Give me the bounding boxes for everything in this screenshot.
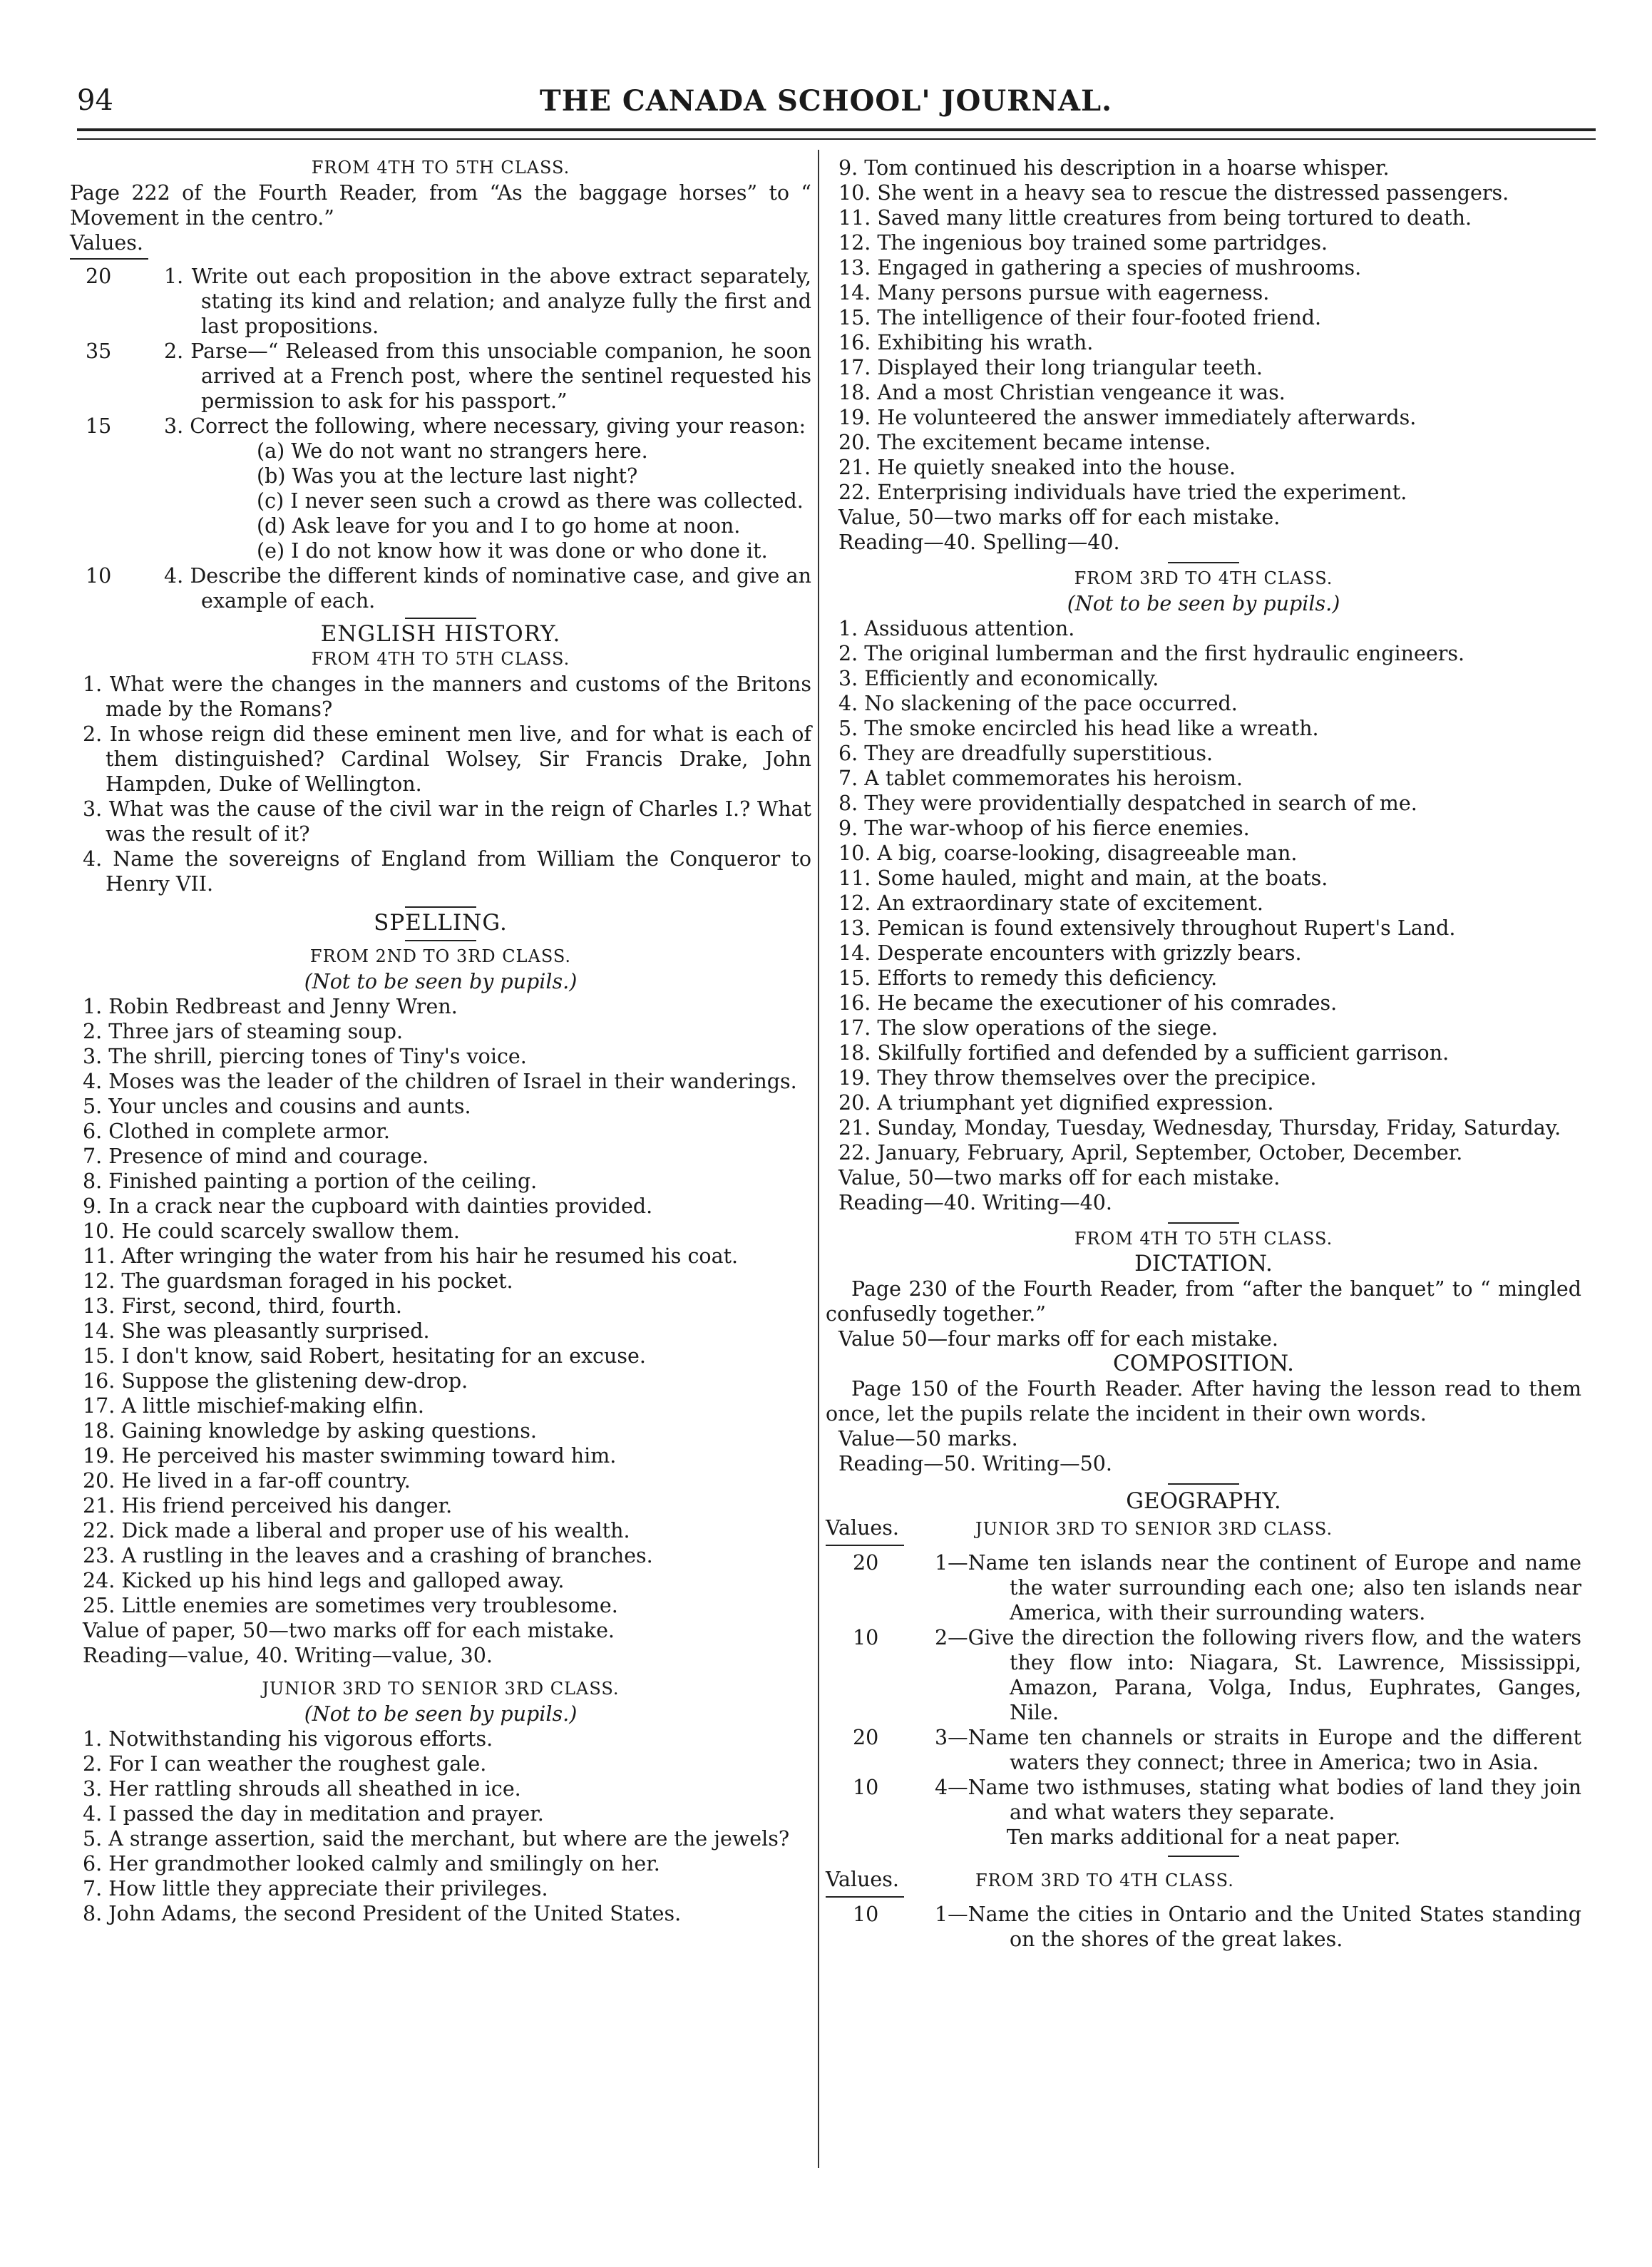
list-item: 22. January, February, April, September, October, December. [838, 1141, 1463, 1165]
list-item: 1. Robin Redbreast and Jenny Wren. [83, 995, 458, 1018]
list-item: 17. A little mischief-making elfin. [83, 1394, 424, 1418]
question-value: 10 [86, 564, 112, 588]
question-text: 3—Name ten channels or straits in Europe and the different waters they connect; three in America; two in Asia. [935, 1726, 1581, 1774]
value-line: Value, 50—two marks off for each mistake. [838, 506, 1281, 529]
section-heading: ENGLISH HISTORY. [320, 621, 561, 647]
correction-item: (d) Ask leave for you and I to go home at noon. [257, 514, 741, 538]
list-item: 5. Your uncles and cousins and aunts. [83, 1095, 471, 1118]
list-item: 21. His friend perceived his danger. [83, 1494, 453, 1518]
section-note: (Not to be seen by pupils.) [304, 1702, 578, 1726]
list-item: 8. They were providentially despatched in search of me. [838, 792, 1417, 815]
values-label: Values. [70, 231, 143, 255]
list-item: 18. And a most Christian vengeance it was. [838, 381, 1286, 404]
values-rule [70, 258, 148, 260]
list-item: 12. The ingenious boy trained some partridges. [838, 231, 1328, 255]
values-rule [826, 1545, 904, 1546]
list-item: 7. Presence of mind and courage. [83, 1145, 429, 1168]
list-item: 10. A big, coarse-looking, disagreeable man. [838, 841, 1298, 865]
list-item: 19. He perceived his master swimming toward him. [83, 1444, 617, 1468]
list-item: 17. Displayed their long triangular teeth. [838, 356, 1263, 379]
values-header [826, 1515, 1581, 1542]
list-item: 11. Saved many little creatures from being tortured to death. [838, 206, 1472, 230]
list-item: 16. Exhibiting his wrath. [838, 331, 1094, 354]
question-text: 2. Parse—“ Released from this unsociable companion, he soon arrived at a French post, where the sentinel requested his permission to ask for his passport.” [164, 339, 811, 413]
spelling-list [70, 994, 811, 1618]
reading-line: Reading—value, 40. Writing—value, 30. [83, 1644, 493, 1667]
list-item: 25. Little enemies are sometimes very troublesome. [83, 1594, 618, 1617]
question-row [826, 1902, 1581, 1952]
list-item: 8. John Adams, the second President of the United States. [83, 1902, 682, 1925]
reading-line: Reading—40. Writing—40. [838, 1191, 1112, 1214]
list-item: 3. The shrill, piercing tones of Tiny's voice. [83, 1045, 527, 1068]
extra-note: Ten marks additional for a neat paper. [1006, 1826, 1401, 1849]
list-item: 15. The intelligence of their four-footed friend. [838, 306, 1322, 329]
running-head: THE CANADA SCHOOL' JOURNAL. [539, 84, 1113, 118]
list-item: 24. Kicked up his hind legs and galloped away. [83, 1569, 565, 1592]
section-class-label: FROM 4TH TO 5TH CLASS. [311, 649, 570, 669]
section-class-label: JUNIOR 3RD TO SENIOR 3RD CLASS. [262, 1679, 620, 1699]
list-item: 7. How little they appreciate their privileges. [83, 1877, 548, 1900]
dictation-text: Page 230 of the Fourth Reader, from “after the banquet” to “ mingled confusedly together.” [826, 1277, 1581, 1326]
list-item: 18. Skilfully fortified and defended by a sufficient garrison. [838, 1041, 1450, 1065]
list-item: 4. Name the sovereigns of England from William the Conqueror to Henry VII. [83, 847, 811, 896]
list-item: 19. They throw themselves over the precipice. [838, 1066, 1317, 1090]
question-row [70, 339, 811, 414]
question-text: 1—Name the cities in Ontario and the United States standing on the shores of the great lakes. [935, 1903, 1581, 1951]
question-row [826, 1725, 1581, 1775]
list-item: 22. Dick made a liberal and proper use of his wealth. [83, 1519, 630, 1542]
section-rule [405, 618, 476, 619]
question-value: 10 [853, 1626, 879, 1649]
values-label: Values. [826, 1868, 899, 1891]
list-item: 14. Many persons pursue with eagerness. [838, 281, 1270, 305]
question-value: 15 [86, 414, 112, 438]
question-row [826, 1775, 1581, 1825]
list-item: 1. Assiduous attention. [838, 617, 1075, 640]
question-row [826, 1550, 1581, 1625]
page-number: 94 [77, 84, 113, 117]
list-item: 1. Notwithstanding his vigorous efforts. [83, 1727, 493, 1751]
question-value: 20 [853, 1551, 879, 1575]
question-value: 35 [86, 339, 112, 363]
list-item: 2. In whose reign did these eminent men live, and for what is each of them distinguished? Cardinal Wolsey, Sir Francis Drake, John Hampden, Duke of Wellington. [83, 722, 811, 796]
question-value: 20 [853, 1726, 879, 1749]
section-rule [1168, 1856, 1239, 1857]
question-value: 10 [853, 1903, 879, 1926]
section-class-label: FROM 2ND TO 3RD CLASS. [309, 946, 572, 966]
correction-item: (c) I never seen such a crowd as there was collected. [257, 489, 804, 513]
list-item: 20. He lived in a far-off country. [83, 1469, 411, 1493]
list-item: 20. A triumphant yet dignified expression. [838, 1091, 1274, 1115]
section-rule [405, 906, 476, 908]
section-rule [1168, 1483, 1239, 1485]
list-item: 20. The excitement became intense. [838, 431, 1211, 454]
list-item: 14. Desperate encounters with grizzly bears. [838, 941, 1302, 965]
question-text: 3. Correct the following, where necessary, giving your reason: [164, 414, 806, 438]
list-item: 3. What was the cause of the civil war in the reign of Charles I.? What was the result of it? [83, 797, 811, 846]
spelling-list [826, 616, 1581, 1165]
question-row [70, 264, 811, 339]
question-row [70, 414, 811, 439]
section-heading: DICTATION. [1134, 1251, 1273, 1276]
list-item: 2. Three jars of steaming soup. [83, 1020, 404, 1043]
list-item: 11. After wringing the water from his hair he resumed his coat. [83, 1244, 739, 1268]
list-item: 4. I passed the day in meditation and prayer. [83, 1802, 544, 1826]
list-item: 5. A strange assertion, said the merchant, but where are the jewels? [83, 1827, 790, 1851]
value-line: Value, 50—two marks off for each mistake. [838, 1166, 1281, 1189]
list-item: 21. He quietly sneaked into the house. [838, 456, 1236, 479]
value-line: Value 50—four marks off for each mistake. [838, 1327, 1278, 1351]
list-item: 12. The guardsman foraged in his pocket. [83, 1269, 513, 1293]
section-class-label: FROM 3RD TO 4TH CLASS. [975, 1871, 1234, 1890]
list-item: 4. Moses was the leader of the children of Israel in their wanderings. [83, 1070, 797, 1093]
section-class-label: FROM 3RD TO 4TH CLASS. [1074, 568, 1333, 588]
list-item: 12. An extraordinary state of excitement. [838, 891, 1263, 915]
section-class-label: FROM 4TH TO 5TH CLASS. [311, 158, 570, 178]
section-heading: COMPOSITION. [1113, 1351, 1294, 1376]
list-item: 10. He could scarcely swallow them. [83, 1219, 460, 1243]
list-item: 4. No slackening of the pace occurred. [838, 692, 1238, 715]
list-item: 2. The original lumberman and the first hydraulic engineers. [838, 642, 1465, 665]
list-item: 9. In a crack near the cupboard with dainties provided. [83, 1194, 653, 1218]
section-rule [405, 940, 476, 941]
section-rule [1168, 1222, 1239, 1224]
correction-item: (b) Was you at the lecture last night? [257, 464, 638, 488]
list-item: 6. Her grandmother looked calmly and smilingly on her. [83, 1852, 660, 1875]
spelling-list-continued [826, 155, 1581, 505]
values-label: Values. [826, 1516, 899, 1540]
values-header [826, 1867, 1581, 1893]
question-text: 1—Name ten islands near the continent of Europe and name the water surrounding each one; also ten islands near America, with their surrounding waters. [935, 1551, 1581, 1624]
junior-list [70, 1726, 811, 1926]
list-item: 8. Finished painting a portion of the ceiling. [83, 1170, 538, 1193]
section-rule [1168, 562, 1239, 563]
list-item: 18. Gaining knowledge by asking questions. [83, 1419, 537, 1443]
question-row [826, 1625, 1581, 1725]
question-text: 1. Write out each proposition in the above extract separately, stating its kind and relation; and analyze fully the first and last propositions. [164, 265, 811, 338]
list-item: 15. I don't know, said Robert, hesitating for an excuse. [83, 1344, 646, 1368]
geography-questions [826, 1902, 1581, 1952]
list-item: 3. Her rattling shrouds all sheathed in ice. [83, 1777, 521, 1801]
list-item: 6. Clothed in complete armor. [83, 1120, 390, 1143]
section-class-label: FROM 4TH TO 5TH CLASS. [1074, 1229, 1333, 1249]
question-text: 4. Describe the different kinds of nominative case, and give an example of each. [164, 564, 811, 613]
list-item: 13. First, second, third, fourth. [83, 1294, 402, 1318]
geography-questions [826, 1550, 1581, 1825]
right-column [826, 155, 1581, 1952]
list-item: 19. He volunteered the answer immediately afterwards. [838, 406, 1417, 429]
list-item: 7. A tablet commemorates his heroism. [838, 767, 1243, 790]
value-line: Value of paper, 50—two marks off for each mistake. [83, 1619, 615, 1642]
list-item: 11. Some hauled, might and main, at the boats. [838, 866, 1328, 890]
section-note: (Not to be seen by pupils.) [304, 970, 578, 993]
question-value: 10 [853, 1776, 879, 1799]
list-item: 2. For I can weather the roughest gale. [83, 1752, 487, 1776]
correction-item: (e) I do not know how it was done or who done it. [257, 539, 768, 563]
question-value: 20 [86, 265, 112, 288]
composition-text: Page 150 of the Fourth Reader. After having the lesson read to them once, let the pupils relate the incident in their own words. [826, 1377, 1581, 1426]
list-item: 10. She went in a heavy sea to rescue the distressed passengers. [838, 181, 1509, 205]
section-class-label: JUNIOR 3RD TO SENIOR 3RD CLASS. [975, 1519, 1333, 1539]
list-item: 6. They are dreadfully superstitious. [838, 742, 1214, 765]
list-item: 9. Tom continued his description in a hoarse whisper. [838, 156, 1390, 180]
list-item: 3. Efficiently and economically. [838, 667, 1159, 690]
list-item: 16. He became the executioner of his comrades. [838, 991, 1338, 1015]
column-divider [818, 150, 819, 2168]
list-item: 14. She was pleasantly surprised. [83, 1319, 430, 1343]
section-note: (Not to be seen by pupils.) [1067, 592, 1340, 615]
list-item: 13. Pemican is found extensively throughout Rupert's Land. [838, 916, 1456, 940]
section-intro: Page 222 of the Fourth Reader, from “As the baggage horses” to “ Movement in the centro.” [70, 181, 811, 230]
list-item: 13. Engaged in gathering a species of mushrooms. [838, 256, 1362, 280]
reading-line: Reading—40. Spelling—40. [838, 531, 1120, 554]
list-item: 22. Enterprising individuals have tried the experiment. [838, 481, 1407, 504]
header-rule-thin [77, 138, 1596, 140]
correction-item: (a) We do not want no strangers here. [257, 439, 648, 463]
list-item: 5. The smoke encircled his head like a wreath. [838, 717, 1319, 740]
values-rule [826, 1896, 904, 1898]
section-heading: SPELLING. [374, 910, 508, 936]
list-item: 17. The slow operations of the siege. [838, 1016, 1218, 1040]
reading-line: Reading—50. Writing—50. [838, 1452, 1112, 1475]
question-text: 2—Give the direction the following rivers flow, and the waters they flow into: Niagara, St. Lawrence, Mississippi, Amazon, Parana, Volga, Indus, Euphrates, Ganges, Nile. [935, 1626, 1581, 1724]
list-item: 16. Suppose the glistening dew-drop. [83, 1369, 468, 1393]
header-rule [77, 128, 1596, 131]
list-item: 15. Efforts to remedy this deficiency. [838, 966, 1218, 990]
list-item: 21. Sunday, Monday, Tuesday, Wednesday, Thursday, Friday, Saturday. [838, 1116, 1561, 1140]
list-item: 1. What were the changes in the manners and customs of the Britons made by the Romans? [83, 672, 811, 721]
left-column [70, 155, 811, 1926]
value-line: Value—50 marks. [838, 1427, 1018, 1450]
question-text: 4—Name two isthmuses, stating what bodies of land they join and what waters they separate. [935, 1776, 1581, 1824]
section-heading: GEOGRAPHY. [1126, 1488, 1281, 1514]
list-item: 23. A rustling in the leaves and a crashing of branches. [83, 1544, 653, 1567]
question-row [70, 563, 811, 613]
list-item: 9. The war-whoop of his fierce enemies. [838, 817, 1250, 840]
